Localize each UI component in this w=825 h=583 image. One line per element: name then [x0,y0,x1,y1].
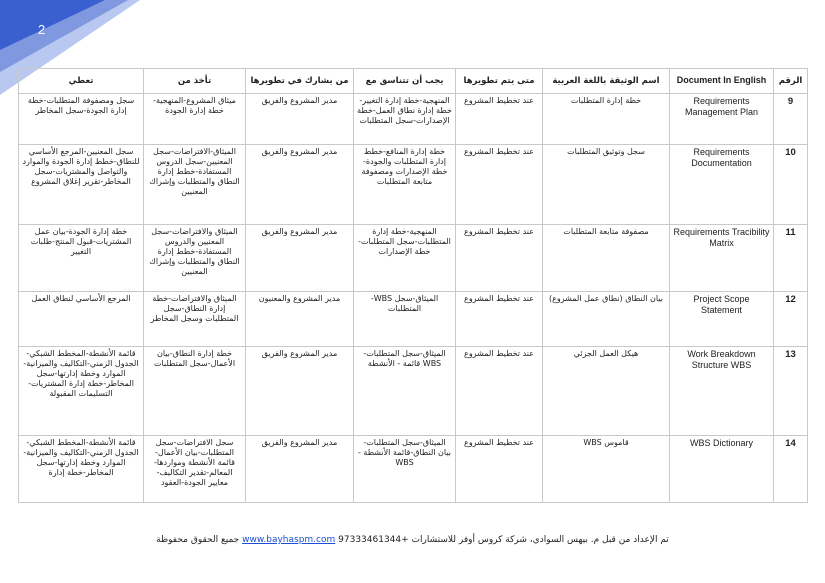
row-when: عند تخطيط المشروع [456,225,543,292]
row-doc-ar: قاموس WBS [543,436,670,503]
row-participants: مدير المشروع والفريق [246,94,354,145]
row-participants: مدير المشروع والفريق [246,347,354,436]
row-when: عند تخطيط المشروع [456,94,543,145]
row-takes: ميثاق المشروع-المنهجية-خطة إدارة الجودة [144,94,246,145]
row-doc-ar: بيان النطاق (نطاق عمل المشروع) [543,292,670,347]
row-participants: مدير المشروع والفريق [246,145,354,225]
row-when: عند تخطيط المشروع [456,436,543,503]
row-doc-ar: سجل وتوثيق المتطلبات [543,145,670,225]
table-row [19,145,808,225]
row-num: 12 [774,292,808,347]
row-num: 14 [774,436,808,503]
row-gives: قائمة الأنشطة-المخطط الشبكي-الجدول الزمني-التكاليف والميزانية-الموارد وخطة إدارتها-سجل المخاطر-خطة إدارة المشتريات-التسليمات المقبولة [19,347,144,436]
header-takes: تأخذ من [144,69,246,94]
row-doc-en: Work Breakdown Structure WBS [670,347,774,436]
row-doc-en: Requirements Management Plan [670,94,774,145]
footer [0,535,825,545]
page-number: 2 [38,22,46,37]
row-takes: الميثاق والافتراضات-خطة إدارة النطاق-سجل المتطلبات وسجل المخاطر [144,292,246,347]
row-doc-ar: مصفوفة متابعة المتطلبات [543,225,670,292]
row-num: 10 [774,145,808,225]
row-gives: خطة إدارة الجودة-بيان عمل المشتريات-قبول المنتج-طلبات التغيير [19,225,144,292]
row-takes: خطة إدارة النطاق-بيان الأعمال-سجل المتطلبات [144,347,246,436]
row-takes: الميثاق والافتراضات-سجل المعنيين والدروس المستفادة-خطط إدارة النطاق والمتطلبات وإشراك المعنيين [144,225,246,292]
header-coordinate: يجب أن تتناسق مع [354,69,456,94]
row-doc-en: Requirements Documentation [670,145,774,225]
header-participants: من يشارك في تطويرها [246,69,354,94]
row-coordinate: المنهجية-خطة إدارة المتطلبات-سجل المتطلبات-خطة الإصدارات [354,225,456,292]
row-coordinate: الميثاق-سجل المتطلبات-WBS قائمة - الأنشطة [354,347,456,436]
row-doc-en: WBS Dictionary [670,436,774,503]
row-takes: الميثاق-الافتراضات-سجل المعنيين-سجل الدروس المستفادة-خطط إدارة النطاق والمتطلبات وإشراك المعنيين [144,145,246,225]
row-participants: مدير المشروع والفريق [246,436,354,503]
row-doc-en: Project Scope Statement [670,292,774,347]
table-row [19,292,808,347]
footer-website-link[interactable]: www.bayhaspm.com [242,535,336,545]
row-num: 9 [774,94,808,145]
row-when: عند تخطيط المشروع [456,145,543,225]
row-doc-ar: خطة إدارة المتطلبات [543,94,670,145]
documents-table [18,68,808,503]
table-row [19,94,808,145]
row-doc-ar: هيكل العمل الجزئي [543,347,670,436]
row-coordinate: الميثاق-سجل WBS-المتطلبات [354,292,456,347]
table-row [19,436,808,503]
table-row [19,347,808,436]
header-when: متى يتم تطويرها [456,69,543,94]
header-doc-en: Document In English [670,69,774,94]
row-coordinate: خطة إدارة المنافع-خطط إدارة المتطلبات والجودة-خطة الإصدارات ومصفوفة متابعة المتطلبات [354,145,456,225]
row-participants: مدير المشروع والفريق [246,225,354,292]
row-gives: سجل المعنيين-المرجع الأساسي للنطاق-خطط إدارة الجودة والموارد والتواصل والمشتريات-سجل المخاطر-تقرير إغلاق المشروع [19,145,144,225]
header-num: الرقم [774,69,808,94]
row-num: 13 [774,347,808,436]
row-when: عند تخطيط المشروع [456,292,543,347]
table-row [19,225,808,292]
table-header-row [19,69,808,94]
row-coordinate: المنهجية-خطة إدارة التغيير-خطة إدارة نطاق العمل-خطة الإصدارات-سجل المتطلبات [354,94,456,145]
row-doc-en: Requirements Tracibility Matrix [670,225,774,292]
row-gives: سجل ومصفوفة المتطلبات-خطة إدارة الجودة-سجل المخاطر [19,94,144,145]
row-takes: سجل الافتراضات-سجل المتطلبات-بيان الأعمال-قائمة الأنشطة ومواردها-المعالم-تقدير التكاليف-معايير الجودة-العقود [144,436,246,503]
row-num: 11 [774,225,808,292]
footer-credit: تم الإعداد من قبل م. بيهس السوادي، شركة كروس أوفر للاستشارات +97333461344 [338,535,669,545]
row-gives: المرجع الأساسي لنطاق العمل [19,292,144,347]
row-when: عند تخطيط المشروع [456,347,543,436]
footer-rights: جميع الحقوق محفوظة [156,535,240,545]
row-coordinate: الميثاق-سجل المتطلبات-بيان النطاق-قائمة الأنشطة - WBS [354,436,456,503]
header-doc-ar: اسم الوثيقة باللغة العربية [543,69,670,94]
header-gives: تعطي [19,69,144,94]
row-participants: مدير المشروع والمعنيون [246,292,354,347]
row-gives: قائمة الأنشطة-المخطط الشبكي-الجدول الزمني-التكاليف والميزانية-الموارد وخطة إدارتها-سجل المخاطر-خطة إدارة [19,436,144,503]
